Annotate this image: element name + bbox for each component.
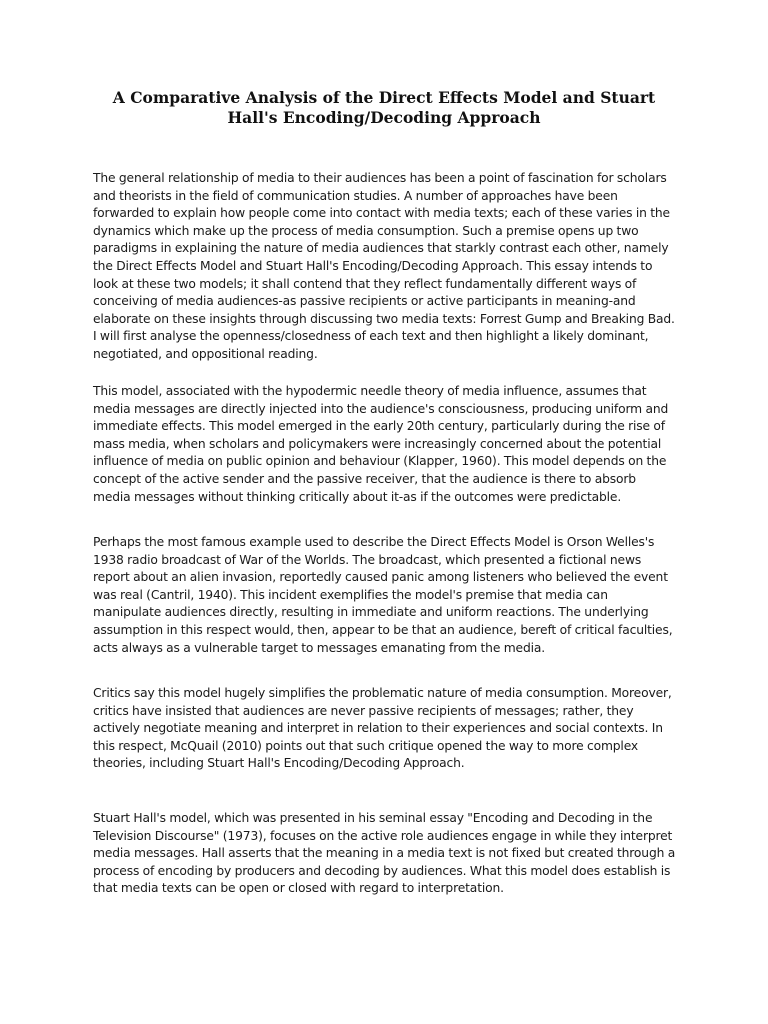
paragraph-stuart-hall-model: Stuart Hall's model, which was presented in his seminal essay "Encoding and Decoding in the Television Discourse" (1973), focuses on the active role audiences engage in while they interpret media messages. Hall asserts that the meaning in a media text is not fixed but created through a process of encoding by producers and decoding by audiences. What this model does establish is that media texts can be open or closed with regard to interpretation. [93,811,676,896]
document-title: A Comparative Analysis of the Direct Effects Model and Stuart Hall's Encoding/Decoding Approach [112,88,656,127]
paragraph-critics: Critics say this model hugely simplifies the problematic nature of media consumption. Moreover, critics have insisted that audiences are never passive recipients of messages; rather, they actively negotiate meaning and interpret in relation to their experiences and social contexts. In this respect, McQuail (2010) points out that such critique opened the way to more complex theories, including Stuart Hall's Encoding/Decoding Approach. [93,686,672,771]
paragraph-introduction: The general relationship of media to their audiences has been a point of fascination for scholars and theorists in the field of communication studies. A number of approaches have been forwarded to explain how people come into contact with media texts; each of these varies in the dynamics which make up the process of media consumption. Such a premise opens up two paradigms in explaining the nature of media audiences that starkly contrast each other, namely the Direct Effects Model and Stuart Hall's Encoding/Decoding Approach. This essay intends to look at these two models; it shall contend that they reflect fundamentally different ways of conceiving of media audiences-as passive recipients or active participants in meaning-and elaborate on these insights through discussing two media texts: Forrest Gump and Breaking Bad. I will first analyse the openness/closedness of each text and then highlight a likely dominant, negotiated, and oppositional reading. [93,171,675,361]
paragraph-war-of-the-worlds: Perhaps the most famous example used to describe the Direct Effects Model is Orson Welles's 1938 radio broadcast of War of the Worlds. The broadcast, which presented a fictional news report about an alien invasion, reportedly caused panic among listeners who believed the event was real (Cantril, 1940). This incident exemplifies the model's premise that media can manipulate audiences directly, resulting in immediate and uniform reactions. The underlying assumption in this respect would, then, appear to be that an audience, bereft of critical faculties, acts always as a vulnerable target to messages emanating from the media. [93,535,673,655]
paragraph-direct-effects-model: This model, associated with the hypodermic needle theory of media influence, assumes that media messages are directly injected into the audience's consciousness, producing uniform and immediate effects. This model emerged in the early 20th century, particularly during the rise of mass media, when scholars and policymakers were increasingly concerned about the potential influence of media on public opinion and behaviour (Klapper, 1960). This model depends on the concept of the active sender and the passive receiver, that the audience is there to absorb media messages without thinking critically about it-as if the outcomes were predictable. [93,384,669,504]
